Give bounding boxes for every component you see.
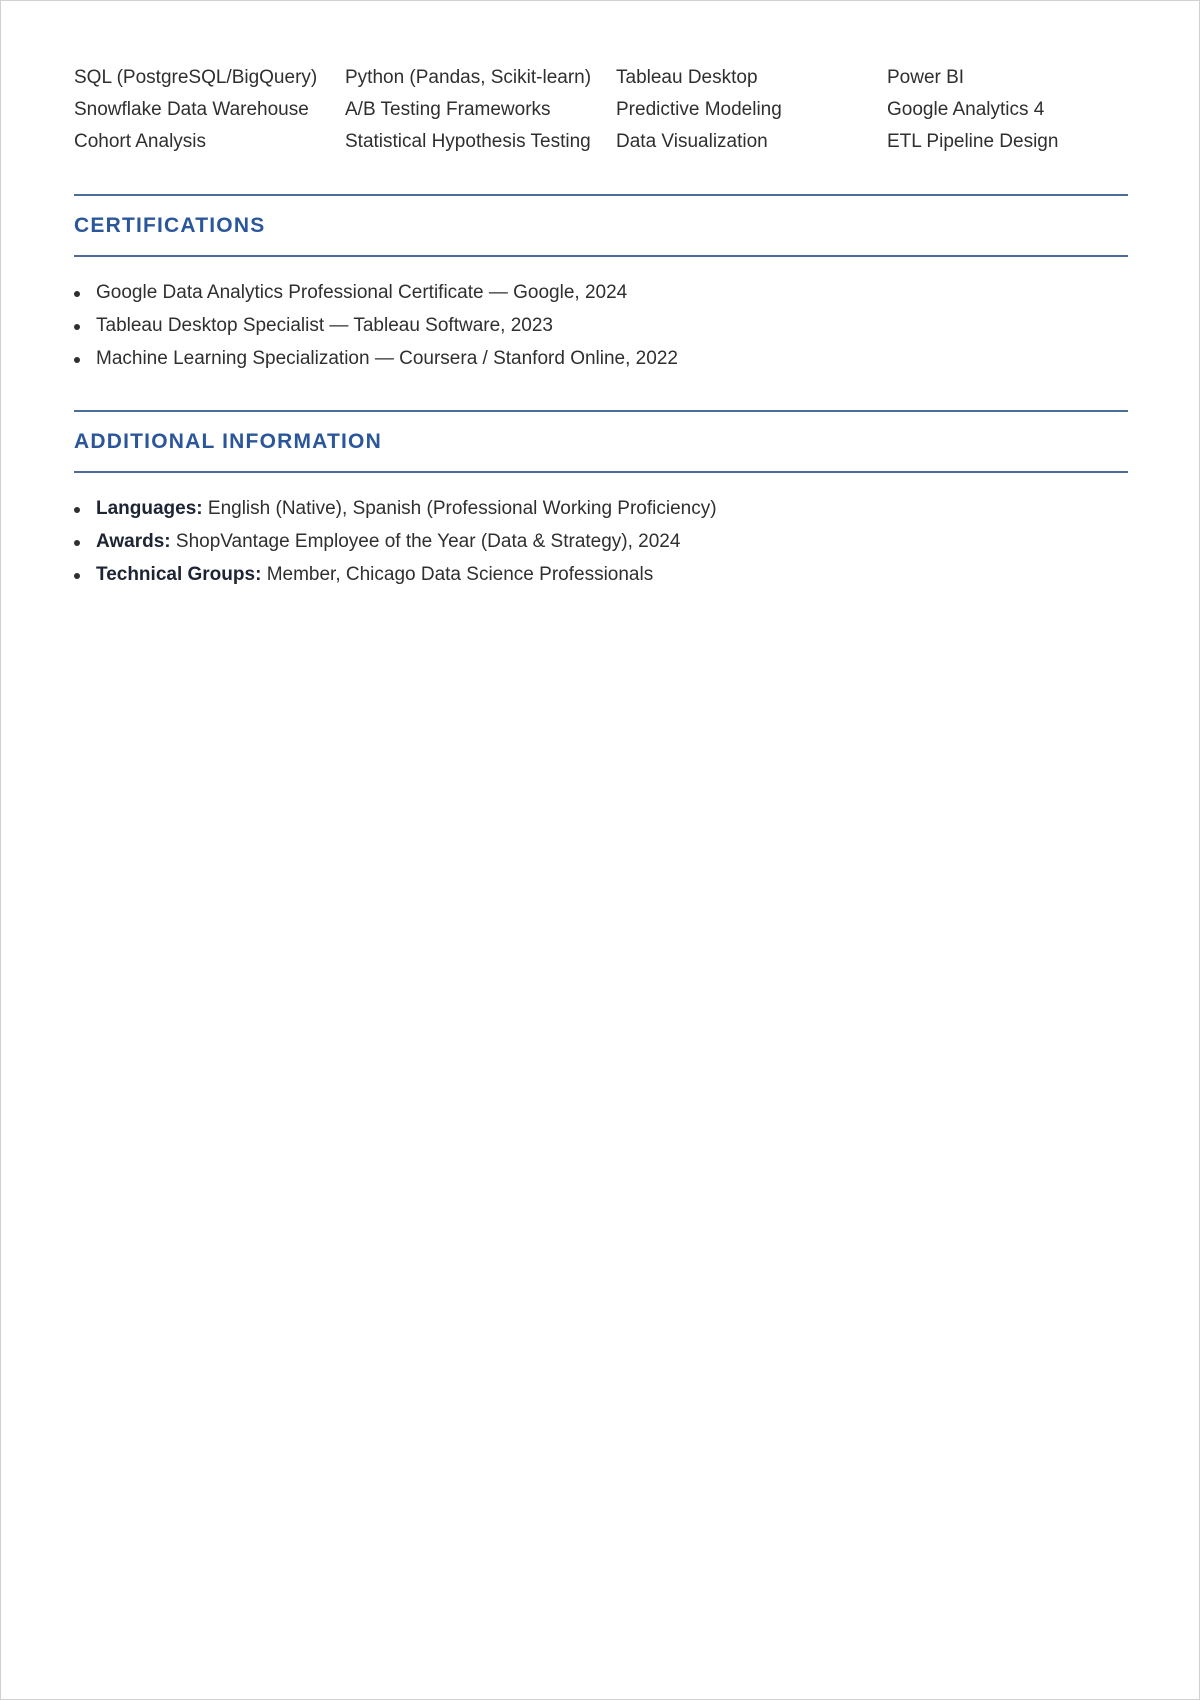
list-item <box>74 531 1128 553</box>
page-content <box>74 67 1128 597</box>
skill-item: A/B Testing Frameworks <box>345 99 551 120</box>
certification-text: Google Data Analytics Professional Certificate — Google, 2024 <box>96 282 628 303</box>
list-item <box>74 498 1128 520</box>
bullet-icon <box>74 291 80 297</box>
bullet-icon <box>74 324 80 330</box>
skill-item: Google Analytics 4 <box>887 99 1045 120</box>
bullet-icon <box>74 573 80 579</box>
item-text: English (Native), Spanish (Professional Working Proficiency) <box>207 498 717 519</box>
skill-item: Tableau Desktop <box>616 67 758 88</box>
item-label: Awards: <box>96 531 171 552</box>
skill-item: Statistical Hypothesis Testing <box>345 131 591 152</box>
skill-item: Snowflake Data Warehouse <box>74 99 309 120</box>
list-item <box>74 315 1128 337</box>
certification-text: Machine Learning Specialization — Coursera / Stanford Online, 2022 <box>96 348 678 369</box>
section-divider <box>74 255 1128 257</box>
item-text: Member, Chicago Data Science Professionals <box>266 564 654 585</box>
bullet-icon <box>74 540 80 546</box>
item-label: Languages: <box>96 498 203 519</box>
skill-item: ETL Pipeline Design <box>887 131 1059 152</box>
skill-item: Python (Pandas, Scikit-learn) <box>345 67 592 88</box>
skill-item: Power BI <box>887 67 965 88</box>
skills-grid <box>74 67 1128 152</box>
section-divider <box>74 410 1128 412</box>
bullet-icon <box>74 507 80 513</box>
skill-item: Predictive Modeling <box>616 99 782 120</box>
item-label: Technical Groups: <box>96 564 262 585</box>
certifications-heading: CERTIFICATIONS <box>74 214 266 237</box>
skill-item: Cohort Analysis <box>74 131 207 152</box>
item-text: ShopVantage Employee of the Year (Data & Strategy), 2024 <box>175 531 681 552</box>
additional-information-section <box>74 410 1128 586</box>
additional-information-heading: ADDITIONAL INFORMATION <box>74 430 382 453</box>
certification-text: Tableau Desktop Specialist — Tableau Software, 2023 <box>96 315 553 336</box>
list-item <box>74 282 1128 304</box>
list-item <box>74 348 1128 370</box>
skill-item: SQL (PostgreSQL/BigQuery) <box>74 67 318 88</box>
skill-item: Data Visualization <box>616 131 768 152</box>
bullet-icon <box>74 357 80 363</box>
certifications-section <box>74 194 1128 370</box>
additional-information-list <box>74 498 1128 586</box>
section-divider <box>74 194 1128 196</box>
certifications-list <box>74 282 1128 370</box>
list-item <box>74 564 1128 586</box>
section-divider <box>74 471 1128 473</box>
